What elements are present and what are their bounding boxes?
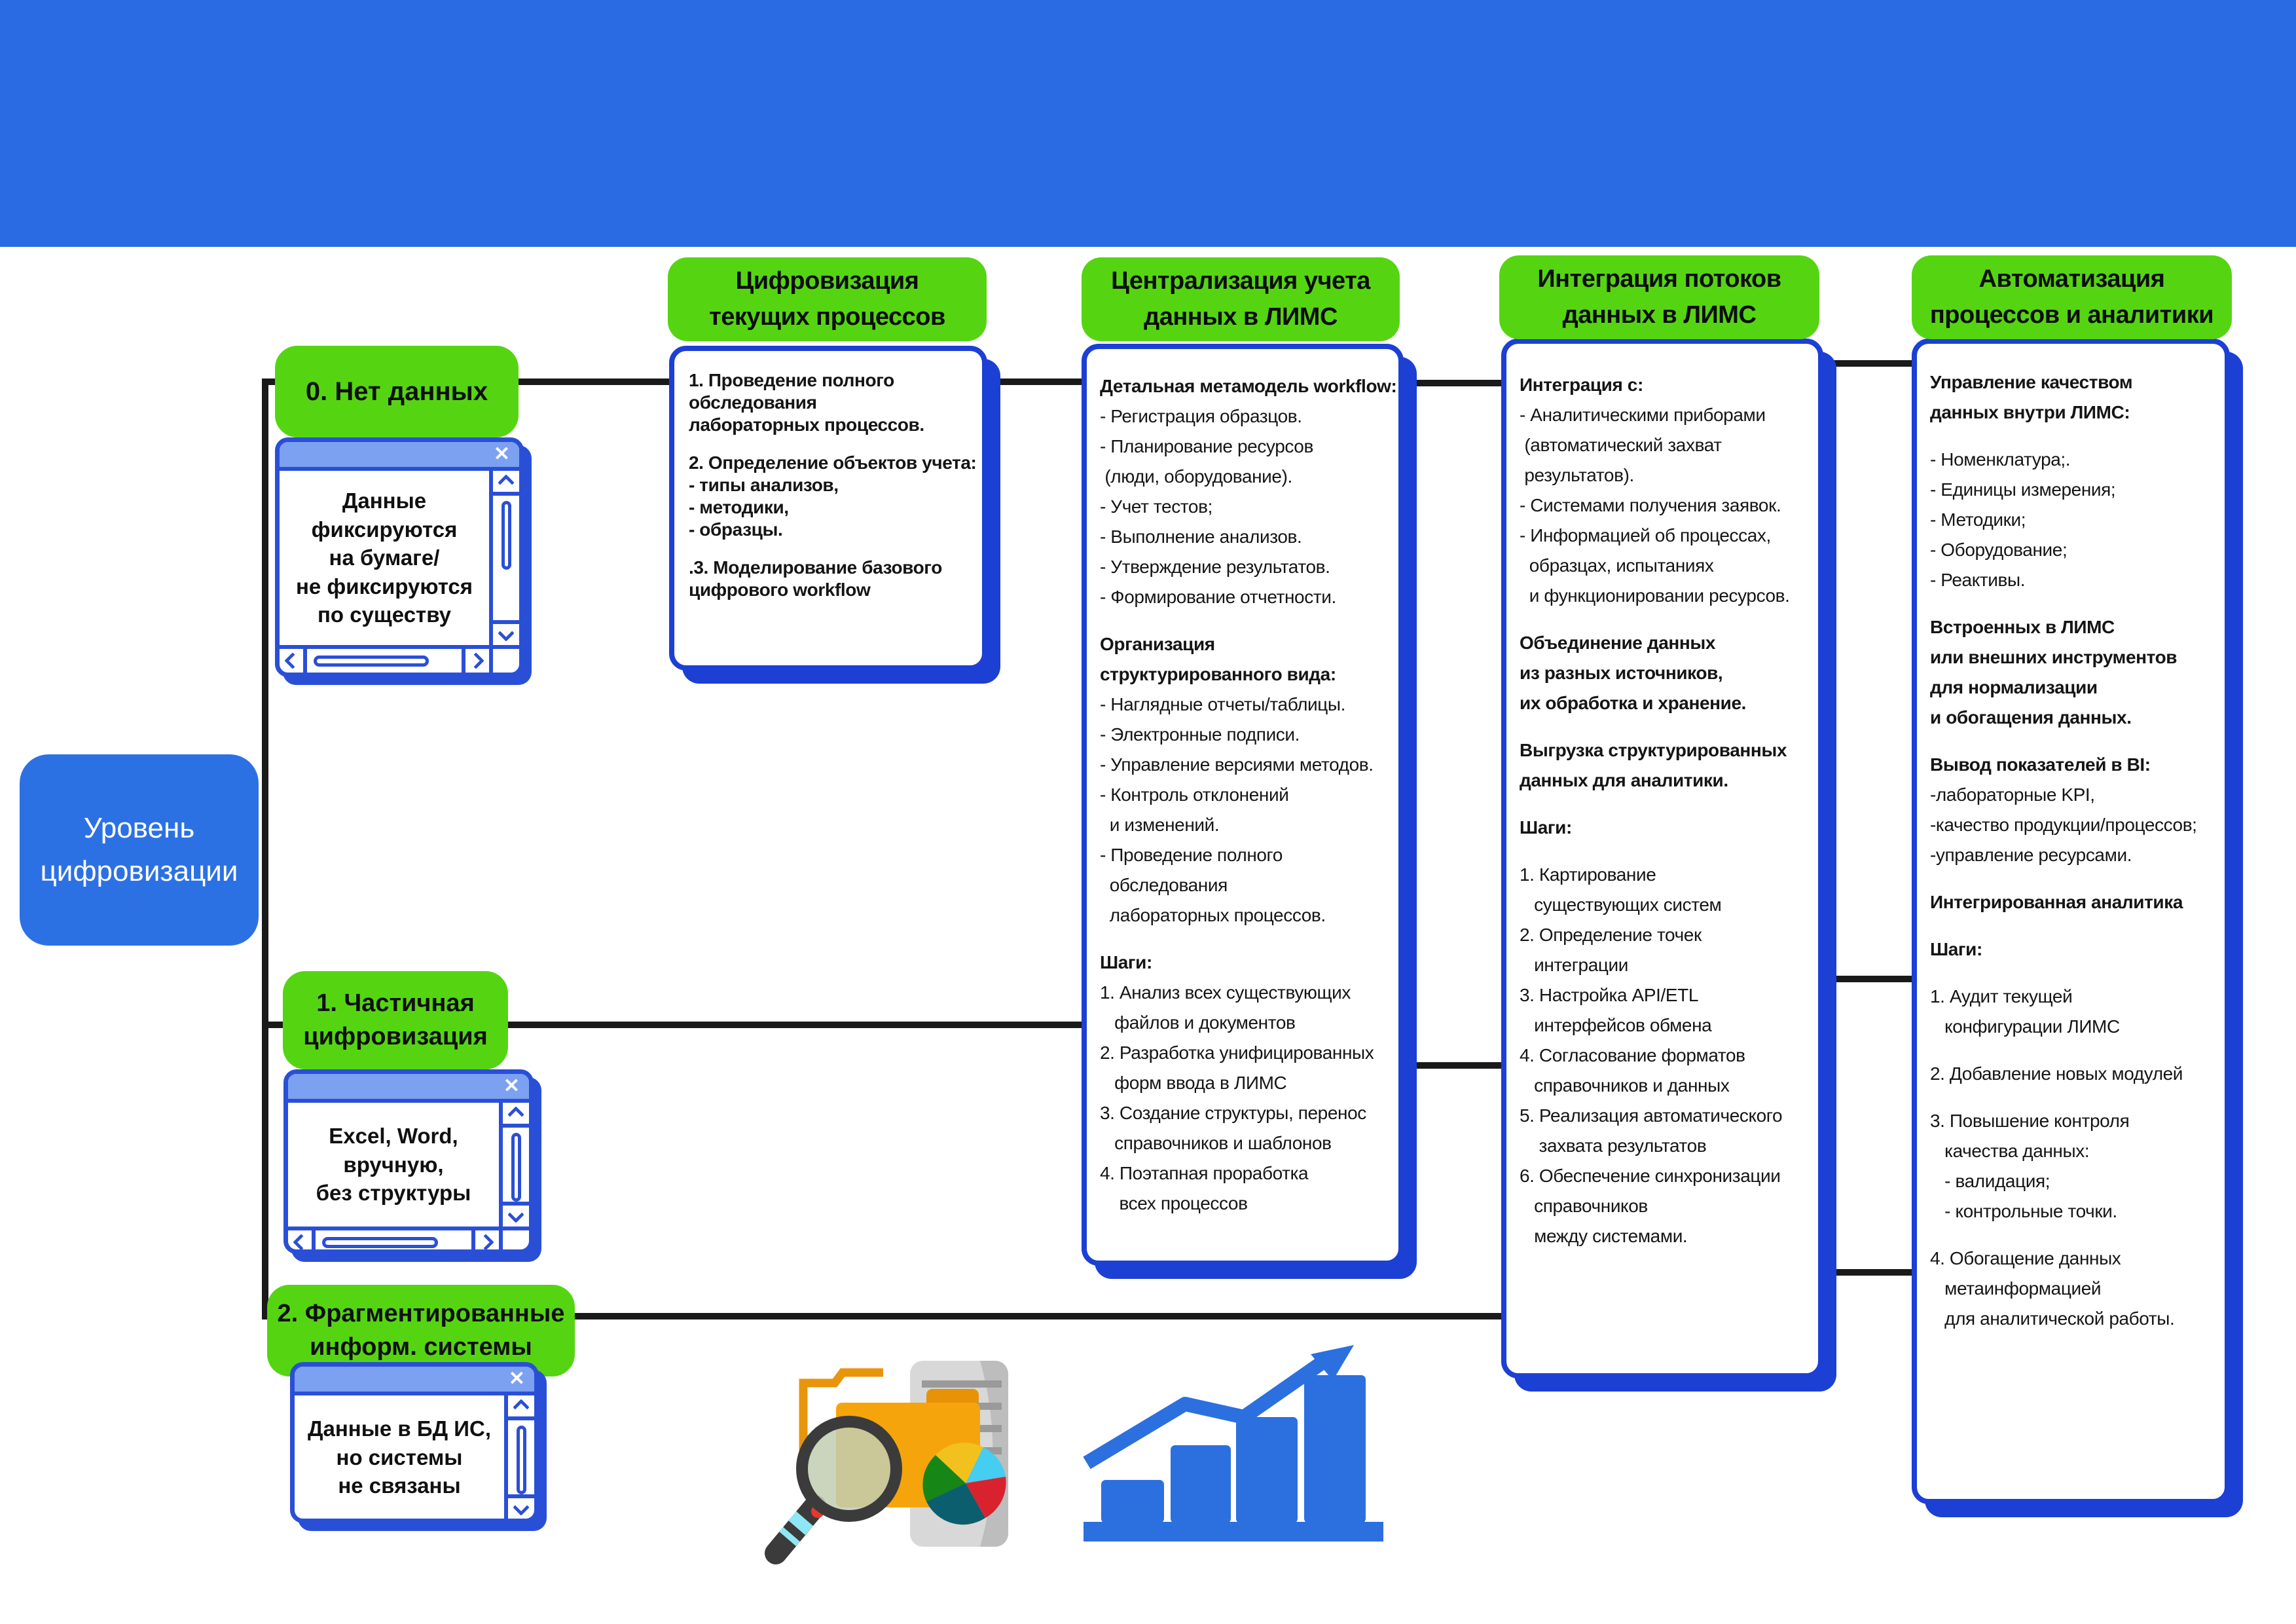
text-line: Уровень: [83, 812, 195, 844]
text-line: [1930, 1042, 2212, 1059]
vertical-scrollbar[interactable]: [499, 1103, 529, 1227]
scroll-left-icon[interactable]: [288, 1230, 316, 1254]
digitalization-level-box: [20, 754, 259, 946]
text-line: -качество продукции/процессов;: [1930, 815, 2197, 835]
close-icon[interactable]: ✕: [493, 443, 510, 465]
text-line: [1930, 733, 2212, 750]
text-line: 0. Нет данных: [305, 377, 488, 406]
text-line: Шаги:: [1520, 817, 1572, 838]
text-line: - образцы.: [689, 519, 783, 540]
scroll-down-icon[interactable]: [508, 1494, 534, 1519]
text-line: - Формирование отчетности.: [1100, 587, 1336, 607]
text-line: не фиксируются: [295, 574, 473, 599]
scrollbar-corner: [489, 645, 519, 673]
window-titlebar[interactable]: [288, 1074, 529, 1103]
text-line: Данные фиксируются: [311, 489, 458, 542]
text-line: - Наглядные отчеты/таблицы.: [1100, 694, 1345, 714]
retro-window-level-1: [283, 1069, 534, 1254]
scroll-right-icon[interactable]: [462, 649, 489, 673]
level-1-label: [283, 971, 508, 1069]
text-line: конфигурации ЛИМС: [1930, 1016, 2120, 1037]
scroll-up-icon[interactable]: [503, 1103, 529, 1128]
text-line: образцах, испытаниях: [1520, 555, 1714, 576]
text-line: [1520, 796, 1805, 813]
scroll-down-icon[interactable]: [503, 1202, 529, 1227]
scrollbar-thumb[interactable]: [517, 1426, 526, 1494]
text-line: - Информацией об процессах,: [1520, 525, 1771, 545]
text-line: [689, 436, 968, 452]
level-0-label: [275, 346, 519, 437]
window-titlebar[interactable]: [295, 1367, 534, 1395]
text-line: - Единицы измерения;: [1930, 479, 2116, 500]
text-line: не связаны: [338, 1473, 461, 1498]
panel-integration: [1501, 339, 1823, 1378]
text-line: процессов и аналитики: [1929, 301, 2214, 329]
text-line: .3. Моделирование базового: [689, 557, 942, 578]
text-line: 2. Фрагментированные: [277, 1299, 565, 1327]
text-line: - Системами получения заявок.: [1520, 495, 1781, 515]
text-line: качества данных:: [1930, 1141, 2090, 1161]
text-line: данных для аналитики.: [1520, 770, 1728, 790]
text-line: интерфейсов обмена: [1520, 1015, 1712, 1035]
text-line: их обработка и хранение.: [1520, 693, 1747, 713]
text-line: данных в ЛИМС: [1144, 303, 1338, 331]
text-line: всех процессов: [1100, 1193, 1248, 1213]
text-line: цифровизация: [303, 1023, 488, 1050]
text-line: для аналитической работы.: [1930, 1308, 2175, 1329]
column-header-integration: [1499, 255, 1819, 339]
text-line: - Планирование ресурсов: [1100, 436, 1313, 456]
text-line: - валидация;: [1930, 1171, 2050, 1191]
text-line: 3. Повышение контроля: [1930, 1111, 2130, 1131]
text-line: [1930, 965, 2212, 982]
text-line: Автоматизация: [1978, 265, 2165, 293]
panel-automation: [1912, 339, 2230, 1504]
text-line: без структуры: [316, 1181, 471, 1206]
text-line: - Электронные подписи.: [1100, 724, 1300, 745]
text-line: Управление качеством: [1930, 372, 2133, 392]
scroll-up-icon[interactable]: [493, 471, 519, 496]
text-line: и обогащения данных.: [1930, 707, 2132, 728]
text-line: данных в ЛИМС: [1562, 301, 1757, 329]
text-line: - Оборудование;: [1930, 540, 2068, 560]
text-line: - Номенклатура;.: [1930, 449, 2071, 470]
text-line: [1520, 718, 1805, 735]
column-header-automation: [1912, 255, 2232, 339]
text-line: Excel, Word,: [329, 1124, 458, 1149]
text-line: 4. Согласование форматов: [1520, 1045, 1745, 1065]
text-line: 2. Определение точек: [1520, 925, 1702, 945]
text-line: [1930, 595, 2212, 612]
text-line: - Управление версиями методов.: [1100, 754, 1374, 775]
window-text: [288, 1103, 499, 1227]
text-line: 1. Проведение полного: [689, 370, 894, 390]
text-line: 3. Настройка API/ETL: [1520, 985, 1699, 1005]
text-line: - Аналитическими приборами: [1520, 405, 1766, 425]
text-line: информ. системы: [310, 1333, 532, 1361]
horizontal-scrollbar[interactable]: [288, 1227, 499, 1254]
text-line: справочников и данных: [1520, 1075, 1730, 1096]
scrollbar-thumb[interactable]: [314, 655, 429, 667]
text-line: - Контроль отклонений: [1100, 784, 1289, 805]
text-line: 1. Картирование: [1520, 864, 1656, 885]
text-line: (автоматический захват: [1520, 435, 1722, 455]
text-line: текущих процессов: [709, 303, 945, 331]
text-line: файлов и документов: [1100, 1012, 1296, 1033]
text-line: -управление ресурсами.: [1930, 845, 2132, 865]
text-line: 2. Определение объектов учета:: [689, 452, 977, 473]
text-line: - Учет тестов;: [1100, 496, 1212, 517]
text-line: справочников: [1520, 1196, 1648, 1216]
vertical-scrollbar[interactable]: [489, 471, 519, 645]
text-line: цифрового workflow: [689, 580, 871, 600]
magnifier-folder-report-icon: [763, 1342, 1054, 1581]
text-line: 4. Поэтапная проработка: [1100, 1163, 1309, 1183]
text-line: Шаги:: [1930, 939, 1982, 959]
text-line: структурированного вида:: [1100, 664, 1336, 684]
scrollbar-thumb[interactable]: [501, 501, 511, 570]
text-line: - Выполнение анализов.: [1100, 526, 1302, 547]
text-line: 6. Обеспечение синхронизации: [1520, 1166, 1781, 1186]
text-line: но системы: [336, 1445, 463, 1469]
text-line: Вывод показателей в BI:: [1930, 754, 2151, 775]
level-0-line-segment: [1833, 360, 1913, 367]
text-line: [1100, 931, 1385, 948]
text-line: и функционировании ресурсов.: [1520, 585, 1790, 606]
text-line: захвата результатов: [1520, 1135, 1707, 1156]
level-2-line-segment: [1833, 1269, 1913, 1276]
text-line: справочников и шаблонов: [1100, 1133, 1332, 1153]
text-line: форм ввода в ЛИМС: [1100, 1073, 1287, 1093]
window-text: [295, 1395, 504, 1519]
text-line: лабораторных процессов.: [1100, 905, 1326, 925]
text-line: по существу: [317, 602, 452, 627]
text-line: между системами.: [1520, 1226, 1688, 1246]
text-line: [1100, 612, 1385, 629]
text-line: [1930, 870, 2212, 887]
scrollbar-corner: [499, 1227, 529, 1254]
window-titlebar[interactable]: [280, 442, 519, 471]
scroll-down-icon[interactable]: [493, 620, 519, 645]
text-line: или внешних инструментов: [1930, 647, 2178, 667]
top-banner: [0, 0, 2296, 247]
text-line: [689, 541, 968, 557]
bar-chart-growth-arrow-icon: [1080, 1344, 1457, 1553]
text-line: [1520, 843, 1805, 860]
text-line: и изменений.: [1100, 815, 1220, 835]
text-line: - Утверждение результатов.: [1100, 557, 1330, 577]
vertical-scrollbar[interactable]: [504, 1395, 534, 1519]
text-line: (люди, оборудование).: [1100, 466, 1292, 487]
text-line: 5. Реализация автоматического: [1520, 1105, 1783, 1126]
text-line: [1930, 1089, 2212, 1106]
text-line: [1930, 917, 2212, 934]
panel-digitization: [669, 346, 987, 671]
text-line: Детальная метамодель workflow:: [1100, 376, 1397, 396]
text-line: Цифровизация: [735, 267, 919, 295]
column-header-digitization: [668, 257, 987, 341]
text-line: 3. Создание структуры, перенос: [1100, 1103, 1366, 1123]
level-0-line-segment: [1401, 380, 1503, 386]
text-line: Объединение данных: [1520, 633, 1716, 653]
text-line: метаинформацией: [1930, 1278, 2102, 1299]
text-line: [1930, 1227, 2212, 1244]
scrollbar-thumb[interactable]: [322, 1237, 438, 1248]
scroll-right-icon[interactable]: [471, 1230, 499, 1254]
text-line: - методики,: [689, 497, 789, 517]
text-line: Данные в БД ИС,: [307, 1416, 491, 1441]
text-line: - Регистрация образцов.: [1100, 406, 1302, 426]
retro-window-level-0: [275, 437, 524, 677]
text-line: цифровизации: [40, 855, 238, 887]
text-line: из разных источников,: [1520, 663, 1723, 683]
text-line: существующих систем: [1520, 895, 1722, 915]
scrollbar-corner: [504, 1519, 534, 1523]
text-line: 1. Частичная: [316, 989, 475, 1017]
text-line: - Реактивы.: [1930, 570, 2026, 590]
text-line: 4. Обогащение данных: [1930, 1248, 2121, 1268]
text-line: данных внутри ЛИМС:: [1930, 402, 2130, 422]
close-icon[interactable]: ✕: [503, 1075, 520, 1097]
text-line: результатов).: [1520, 465, 1634, 485]
window-text: [280, 471, 489, 645]
panel-centralization: [1082, 344, 1404, 1266]
scroll-left-icon[interactable]: [280, 649, 307, 673]
text-line: -лабораторные KPI,: [1930, 784, 2095, 805]
level-1-line-segment: [1833, 976, 1913, 982]
text-line: - Методики;: [1930, 509, 2026, 530]
text-line: Выгрузка структурированных: [1520, 740, 1787, 760]
scroll-up-icon[interactable]: [508, 1395, 534, 1420]
retro-window-level-2: [290, 1362, 539, 1523]
text-line: лабораторных процессов.: [689, 415, 924, 435]
text-line: [1520, 611, 1805, 628]
text-line: 1. Анализ всех существующих: [1100, 982, 1351, 1003]
text-line: [1930, 428, 2212, 445]
text-line: на бумаге/: [329, 545, 440, 570]
close-icon[interactable]: ✕: [508, 1368, 525, 1390]
text-line: обследования: [689, 392, 817, 413]
text-line: интеграции: [1520, 955, 1628, 975]
horizontal-scrollbar[interactable]: [295, 1519, 504, 1523]
text-line: для нормализации: [1930, 677, 2098, 697]
horizontal-scrollbar[interactable]: [280, 645, 489, 673]
text-line: 2. Добавление новых модулей: [1930, 1063, 2183, 1084]
text-line: 2. Разработка унифицированных: [1100, 1043, 1374, 1063]
text-line: Интегрированная аналитика: [1930, 892, 2183, 912]
text-line: Интеграция с:: [1520, 375, 1643, 395]
text-line: - контрольные точки.: [1930, 1201, 2117, 1221]
text-line: Встроенных в ЛИМС: [1930, 617, 2115, 637]
text-line: Шаги:: [1100, 952, 1152, 972]
level-axis-vertical-line: [262, 378, 268, 1320]
text-line: Организация: [1100, 634, 1215, 654]
text-line: обследования: [1100, 875, 1228, 895]
text-line: - Проведение полного: [1100, 845, 1283, 865]
text-line: Централизация учета: [1111, 267, 1370, 295]
text-line: вручную,: [343, 1152, 444, 1177]
column-header-centralization: [1082, 257, 1400, 341]
level-1-line-segment: [1401, 1062, 1503, 1069]
scrollbar-thumb[interactable]: [511, 1133, 521, 1202]
text-line: - типы анализов,: [689, 475, 839, 495]
text-line: 1. Аудит текущей: [1930, 986, 2073, 1006]
text-line: Интеграция потоков: [1537, 265, 1781, 293]
